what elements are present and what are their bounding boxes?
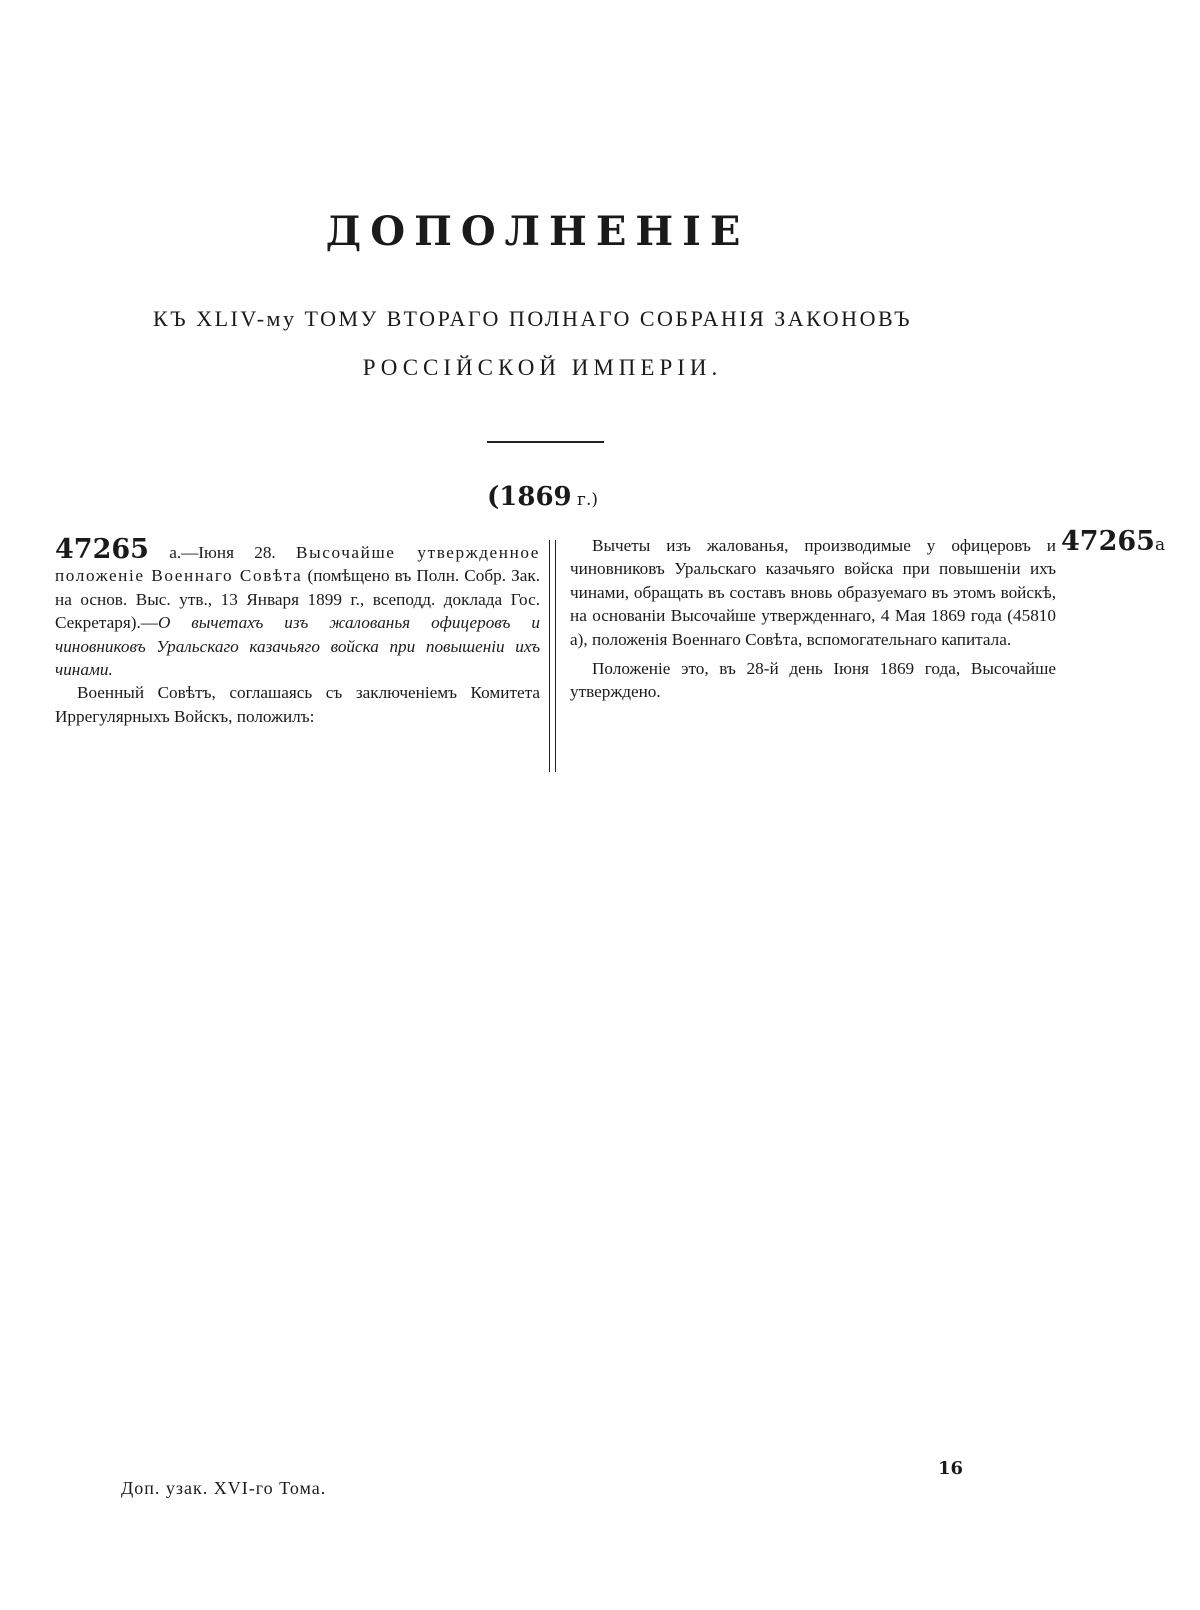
subtitle-line-2: РОССІЙСКОЙ ИМПЕРІИ. — [362, 355, 723, 380]
left-column — [55, 534, 541, 728]
title-divider-rule — [487, 441, 604, 443]
page-number: 16 — [938, 1458, 964, 1479]
page-title: ДОПОЛНЕНІЕ — [325, 208, 750, 255]
subtitle-line-1: КЪ XLIV-му ТОМУ ВТОРАГО ПОЛНАГО СОБРАНІЯ ЗАКОНОВЪ — [153, 306, 912, 331]
column-divider-line — [549, 540, 550, 772]
footer-signature: Доп. узак. XVI-го Тома. — [121, 1478, 327, 1498]
law-heading-date: а.—Іюня 28. — [148, 543, 296, 562]
law-heading-paragraph — [55, 534, 541, 681]
year-heading — [0, 482, 1085, 512]
law-number: 47265 — [55, 534, 149, 565]
right-column — [570, 534, 1056, 704]
column-divider-line — [555, 540, 556, 772]
margin-law-number — [1061, 526, 1165, 557]
margin-law-number-value: 47265 — [1061, 526, 1155, 557]
year-suffix: г.) — [571, 490, 599, 510]
year-number: (1869 — [486, 482, 572, 512]
margin-law-number-suffix: а — [1154, 535, 1166, 555]
approval-paragraph: Положеніе это, въ 28-й день Іюня 1869 года, Высочайше утверждено. — [570, 659, 1056, 702]
law-heading-subject: О вычетахъ изъ жалованья офицеровъ и чиновниковъ Уральскаго казачьяго войска при повышеніи ихъ чинами. — [55, 613, 540, 680]
council-resolution-paragraph: Военный Совѣтъ, соглашаясь съ заключеніемъ Комитета Иррегулярныхъ Войскъ, положилъ: — [55, 683, 540, 726]
law-heading-reference: (помѣщено въ Полн. Собр. Зак. на основ. Выс. утв., 13 Января 1899 г., всеподд. доклада Гос. Секретаря).— — [55, 566, 540, 633]
law-heading-title: Высочайше утвержденное положеніе Военнаго Совѣта — [55, 543, 541, 586]
deduction-paragraph: Вычеты изъ жалованья, производимые у офицеровъ и чиновниковъ Уральскаго казачьяго войска при повышеніи ихъ чинами, обращать въ составъ вновь образуемаго въ этомъ войскѣ, на основаніи Высочайше утвержденнаго, 4 Мая 1869 года (45810 а), положенія Военнаго Совѣта, вспомогательнаго капитала. — [570, 536, 1056, 649]
